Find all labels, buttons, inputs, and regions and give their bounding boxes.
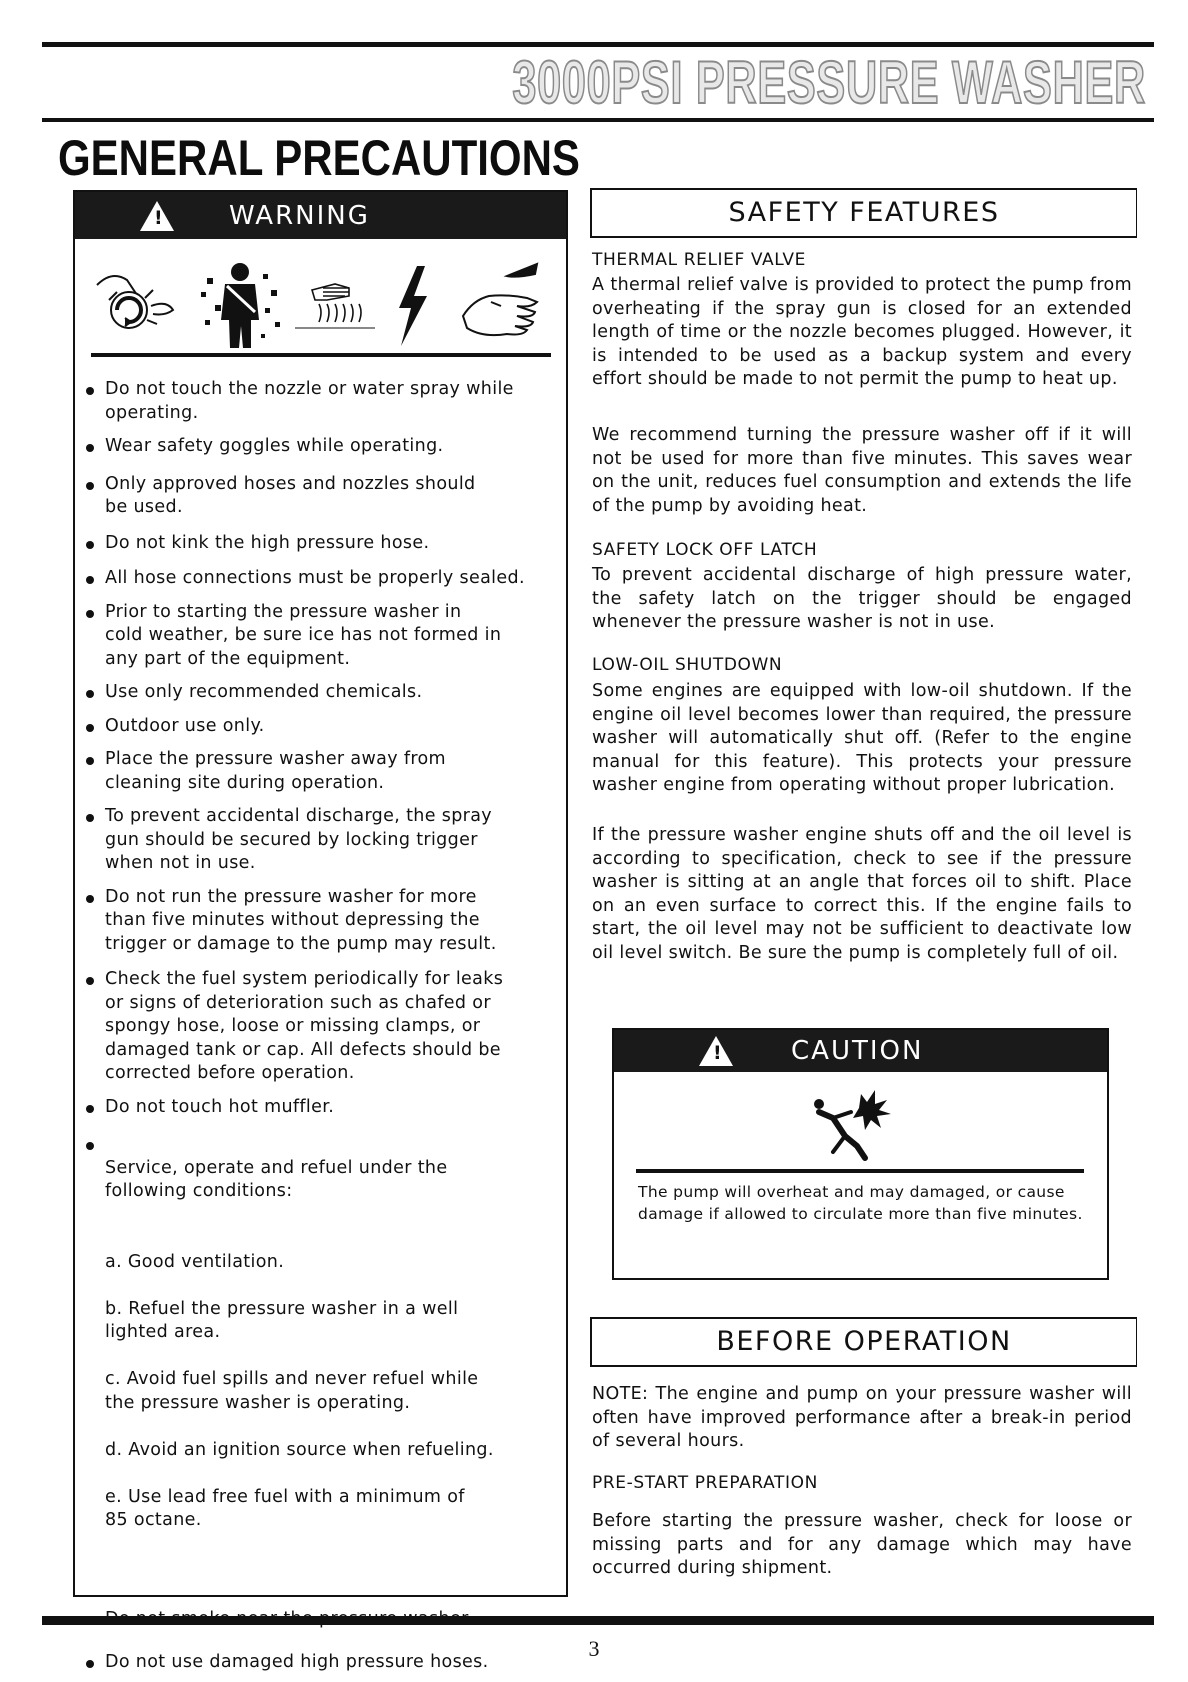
list-item-service-conditions (75, 1133, 570, 1580)
list-item: Place the pressure washer away from cleaning site during operation. (75, 748, 570, 795)
note-text: The engine and pump on your pressure washer will often have improved performance after a break-in period of several hours. (592, 1384, 1132, 1451)
list-item: Do not touch the nozzle or water spray while operating. (75, 378, 570, 425)
page-number: 3 (588, 1636, 600, 1661)
list-item: Check the fuel system periodically for leaks or signs of deterioration such as chafed or spongy hose, loose or missing clamps, or damaged tank or cap. All defects should be corrected before operation. (75, 968, 570, 1086)
list-item-text: Service, operate and refuel under the following conditions: (105, 1157, 448, 1201)
bottom-rule (42, 1616, 1154, 1625)
caution-banner (614, 1030, 1107, 1072)
low-oil-paragraph-2: If the pressure washer engine shuts off and the oil level is according to specification, check to see if the pressure washer is sitting at an angle that forces oil to shift. Place on an even surface to correct this. If the engine fails to start, the oil level may not be sufficient to deactivate low oil level switch. Be sure the pump is completely full of oil. (592, 825, 1132, 963)
electric-shock-hazard-icon (399, 266, 427, 346)
condition-item: a. Good ventilation. (105, 1251, 285, 1272)
prestart-paragraph: Before starting the pressure washer, check for loose or missing parts and for any damage which may have occurred during shipment. (592, 1511, 1132, 1578)
condition-item: d. Avoid an ignition source when refueling. (105, 1439, 494, 1460)
caution-divider (636, 1169, 1084, 1173)
header-rule (42, 118, 1154, 122)
warning-label: WARNING (229, 200, 370, 231)
list-item: Prior to starting the pressure washer in cold weather, be sure ice has not formed in any part of the equipment. (75, 601, 570, 672)
product-title: 3000PSI PRESSURE WASHER (512, 49, 1146, 116)
hand-injection-hazard-icon (463, 264, 537, 335)
before-operation-header: BEFORE OPERATION (590, 1317, 1137, 1367)
safety-lock-heading: SAFETY LOCK OFF LATCH (592, 540, 818, 560)
prestart-heading: PRE-START PREPARATION (592, 1473, 818, 1493)
warning-hazard-icons (87, 250, 557, 350)
service-conditions-list (105, 1227, 570, 1556)
note-paragraph (592, 1383, 1132, 1454)
condition-item: b. Refuel the pressure washer in a well lighted area. (105, 1298, 459, 1342)
caution-label: CAUTION (791, 1036, 924, 1066)
warning-list (75, 378, 570, 1675)
spray-injury-hazard-icon (201, 263, 280, 348)
warning-divider (91, 353, 551, 357)
list-item: Only approved hoses and nozzles should be used. (75, 473, 570, 520)
caution-text: The pump will overheat and may damaged, or cause damage if allowed to circulate more than five minutes. (638, 1183, 1083, 1223)
list-item: Do not kink the high pressure hose. (75, 532, 570, 556)
warning-banner (75, 192, 566, 239)
list-item: Do not use damaged high pressure hoses. (75, 1651, 570, 1675)
list-item: Use only recommended chemicals. (75, 681, 570, 705)
warning-triangle-icon: ! (140, 201, 174, 231)
list-item: All hose connections must be properly sealed. (75, 567, 570, 591)
list-item: Wear safety goggles while operating. (75, 435, 570, 459)
list-item: Do not run the pressure washer for more than five minutes without depressing the trigger or damage to the pump may result. (75, 886, 570, 957)
thermal-relief-paragraph: A thermal relief valve is provided to protect the pump from overheating if the spray gun is closed for an extended length of time or the nozzle becomes plugged. However, it is intended to be used as a backup system and every effort should be made to not permit the pump to heat up. (592, 275, 1132, 389)
condition-item: e. Use lead free fuel with a minimum of 85 octane. (105, 1486, 465, 1530)
caution-box (612, 1028, 1109, 1280)
safety-features-header: SAFETY FEATURES (590, 188, 1137, 238)
rotating-parts-hazard-icon (97, 276, 173, 328)
list-item: Do not touch hot muffler. (75, 1096, 570, 1120)
note-label: NOTE: (592, 1384, 649, 1404)
low-oil-heading: LOW-OIL SHUTDOWN (592, 655, 783, 675)
warning-box (73, 190, 568, 1672)
low-oil-paragraph: Some engines are equipped with low-oil shutdown. If the engine oil level becomes lower than required, the pressure washer will automatically shut off. (Refer to the engine manual for this feature). This protects your pressure washer engine from operating without proper lubrication. (592, 681, 1132, 795)
thermal-relief-paragraph-2: We recommend turning the pressure washer off if it will not be used for more than five minutes. This saves wear on the unit, reduces fuel consumption and extends the life of the pump by avoiding heat. (592, 425, 1132, 516)
safety-lock-paragraph: To prevent accidental discharge of high pressure water, the safety latch on the trigger should be engaged whenever the pressure washer is not in use. (592, 565, 1132, 632)
hot-surface-hazard-icon (295, 284, 375, 328)
list-item: Outdoor use only. (75, 715, 570, 739)
top-rule (42, 42, 1154, 47)
thermal-relief-heading: THERMAL RELIEF VALVE (592, 250, 806, 270)
condition-item: c. Avoid fuel spills and never refuel while the pressure washer is operating. (105, 1369, 479, 1413)
list-item: To prevent accidental discharge, the spray gun should be secured by locking trigger when not in use. (75, 805, 570, 876)
caution-triangle-icon: ! (699, 1036, 733, 1066)
page-title: GENERAL PRECAUTIONS (58, 130, 580, 186)
explosion-hazard-icon (799, 1078, 919, 1178)
